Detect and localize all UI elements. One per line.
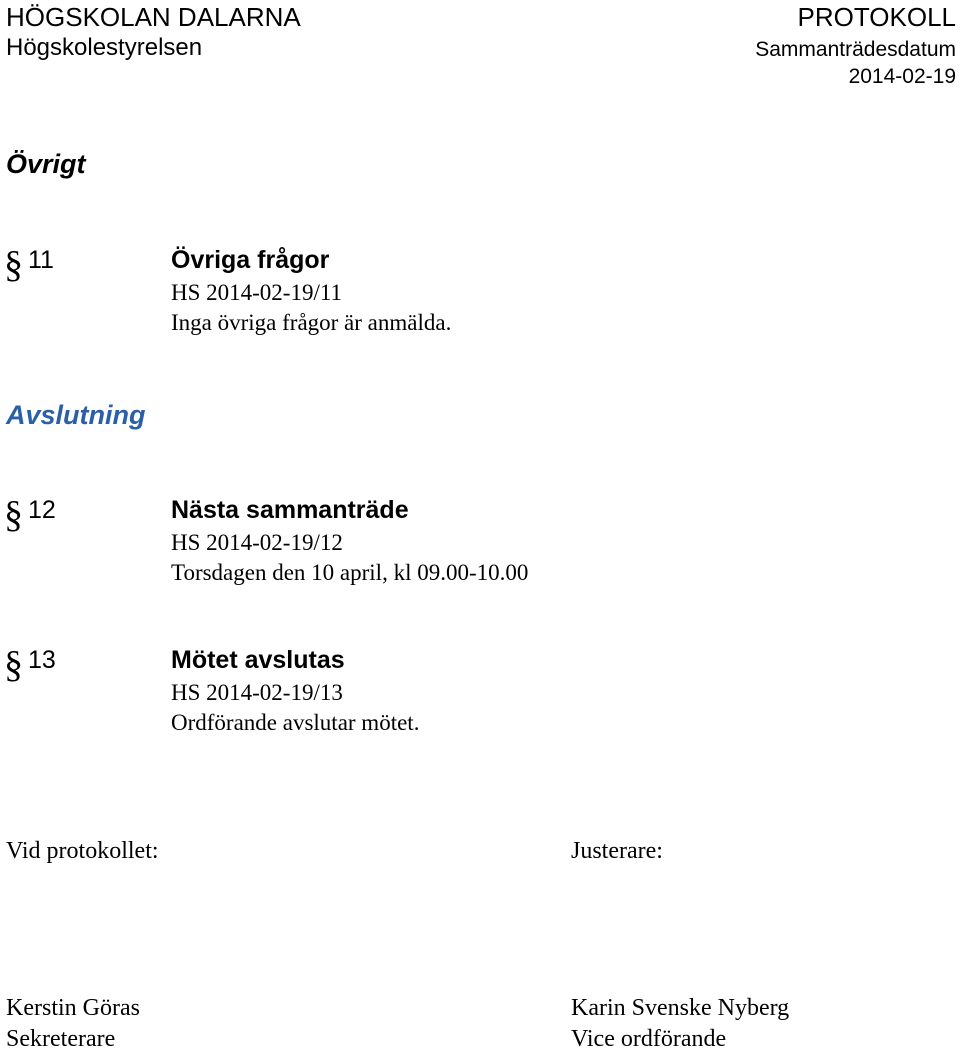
secretary-name: Kerstin Göras (6, 995, 140, 1021)
signature-label-adjuster: Justerare: (571, 838, 663, 864)
paragraph-sign: § (4, 244, 23, 286)
paragraph-text: Inga övriga frågor är anmälda. (171, 310, 452, 335)
secretary-role: Sekreterare (6, 1026, 116, 1052)
paragraph-text: Torsdagen den 10 april, kl 09.00-10.00 (171, 560, 529, 585)
section-heading-avslutning: Avslutning (6, 400, 146, 430)
paragraph-number: 12 (28, 496, 56, 524)
adjuster-name: Karin Svenske Nyberg (571, 995, 790, 1021)
section-heading-ovrigt: Övrigt (6, 149, 86, 179)
signature-label-secretary: Vid protokollet: (6, 838, 159, 864)
document-type: PROTOKOLL (797, 2, 956, 32)
paragraph-sign: § (4, 494, 23, 536)
paragraph-reference: HS 2014-02-19/13 (171, 680, 343, 705)
paragraph-title: Mötet avslutas (171, 646, 345, 674)
adjuster-role: Vice ordförande (571, 1026, 727, 1052)
paragraph-reference: HS 2014-02-19/11 (171, 280, 343, 305)
paragraph-text: Ordförande avslutar mötet. (171, 710, 420, 735)
paragraph-reference: HS 2014-02-19/12 (171, 530, 343, 555)
meeting-date: 2014-02-19 (848, 65, 956, 88)
meeting-date-label: Sammanträdesdatum (755, 38, 956, 61)
paragraph-number: 13 (28, 646, 56, 674)
paragraph-title: Nästa sammanträde (171, 496, 409, 524)
paragraph-title: Övriga frågor (171, 246, 330, 274)
organization-name: HÖGSKOLAN DALARNA (6, 2, 301, 32)
paragraph-number: 11 (28, 246, 54, 274)
paragraph-sign: § (4, 644, 23, 686)
board-name: Högskolestyrelsen (6, 34, 203, 61)
